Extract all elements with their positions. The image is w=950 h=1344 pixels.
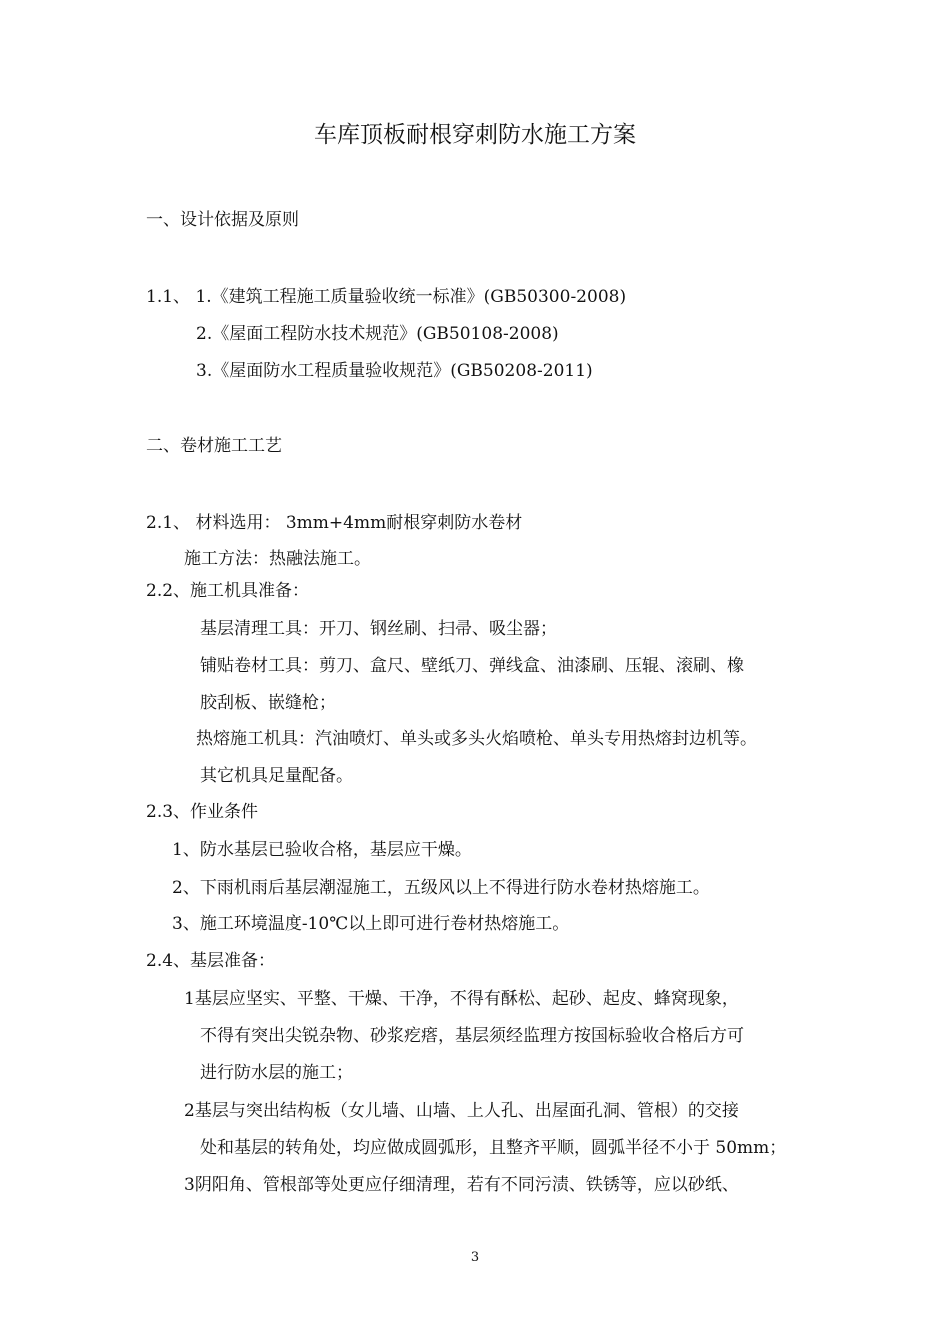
clause-2-4: 2.4、基层准备： <box>146 951 276 971</box>
tools-laying-line1: 铺贴卷材工具：剪刀、盒尺、壁纸刀、弹线盒、油漆刷、压辊、滚刷、橡 <box>200 656 744 676</box>
tools-cleaning: 基层清理工具：开刀、钢丝刷、扫帚、吸尘器； <box>200 619 557 639</box>
condition-2: 2、下雨机雨后基层潮湿施工，五级风以上不得进行防水卷材热熔施工。 <box>172 878 710 898</box>
tools-other: 其它机具足量配备。 <box>200 766 353 786</box>
base-prep-2-line2: 处和基层的转角处，均应做成圆弧形，且整齐平顺，圆弧半径不小于 50mm； <box>200 1138 787 1158</box>
condition-1: 1、防水基层已验收合格，基层应干燥。 <box>172 840 472 860</box>
document-title: 车库顶板耐根穿刺防水施工方案 <box>314 122 636 148</box>
page-number: 3 <box>470 1250 480 1265</box>
reference-3: 3.《屋面防水工程质量验收规范》(GB50208-2011) <box>196 361 593 381</box>
construction-method: 施工方法：热融法施工。 <box>184 549 371 569</box>
base-prep-1-line2: 不得有突出尖锐杂物、砂浆疙瘩，基层须经监理方按国标验收合格后方可 <box>200 1026 744 1046</box>
base-prep-3-line1: 3阴阳角、管根部等处更应仔细清理，若有不同污渍、铁锈等，应以砂纸、 <box>184 1175 739 1195</box>
condition-3: 3、施工环境温度-10℃以上即可进行卷材热熔施工。 <box>172 914 570 934</box>
section-heading-2: 二、卷材施工工艺 <box>146 436 282 456</box>
clause-2-2: 2.2、施工机具准备： <box>146 581 310 601</box>
clause-2-3: 2.3、作业条件 <box>146 802 259 822</box>
base-prep-2-line1: 2基层与突出结构板（女儿墙、山墙、上人孔、出屋面孔洞、管根）的交接 <box>184 1101 739 1121</box>
clause-2-1: 2.1、 材料选用： 3mm+4mm耐根穿刺防水卷材 <box>146 513 523 533</box>
tools-heating: 热熔施工机具：汽油喷灯、单头或多头火焰喷枪、单头专用热熔封边机等。 <box>196 729 757 749</box>
reference-2: 2.《屋面工程防水技术规范》(GB50108-2008) <box>196 324 559 344</box>
section-heading-1: 一、设计依据及原则 <box>146 210 299 230</box>
base-prep-1-line3: 进行防水层的施工； <box>200 1063 353 1083</box>
clause-1-1: 1.1、 1.《建筑工程施工质量验收统一标准》(GB50300-2008) <box>146 287 627 307</box>
base-prep-1-line1: 1基层应坚实、平整、干燥、干净，不得有酥松、起砂、起皮、蜂窝现象， <box>184 989 739 1009</box>
tools-laying-line2: 胶刮板、嵌缝枪； <box>200 693 336 713</box>
